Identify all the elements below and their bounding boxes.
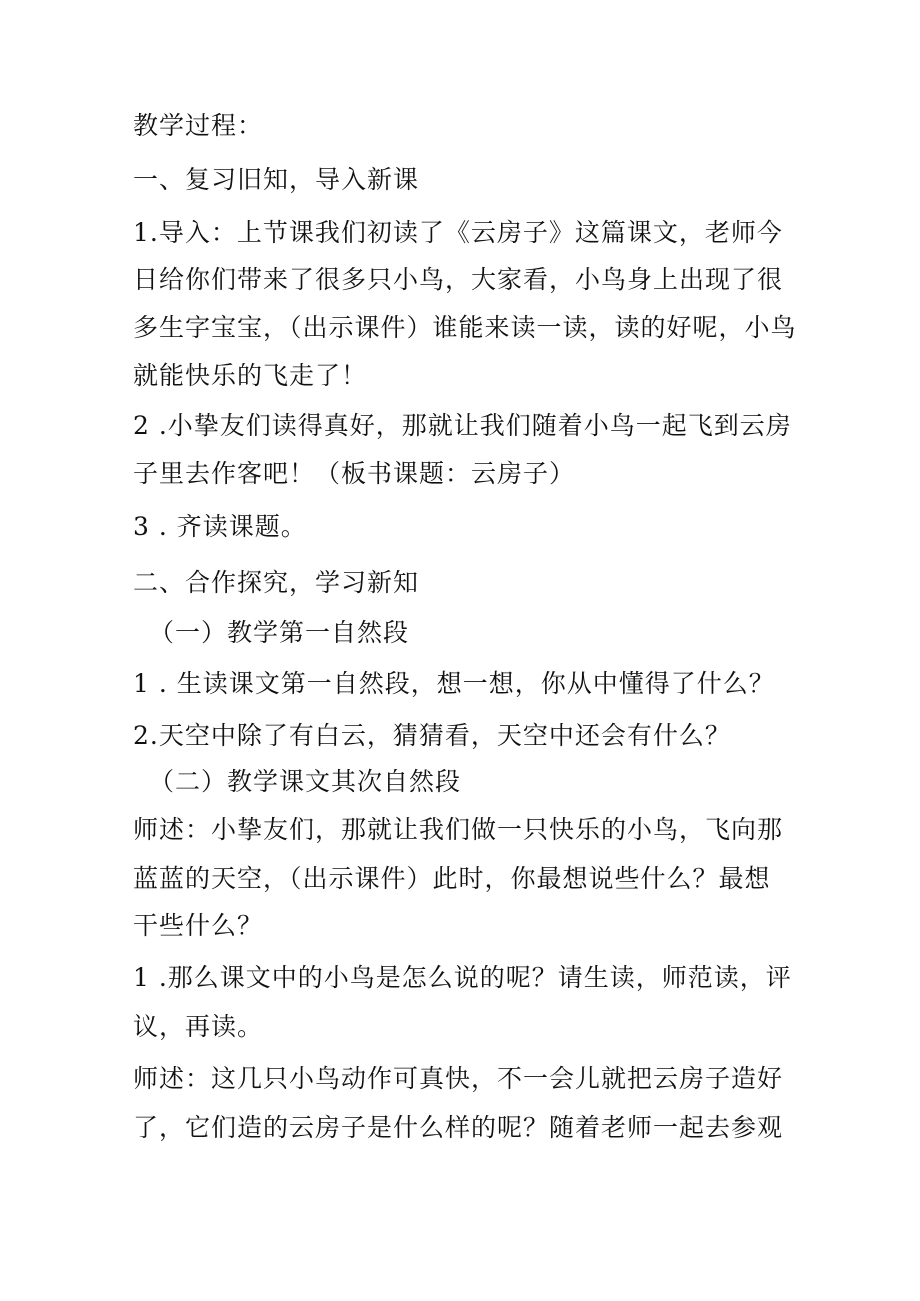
paragraph-line: 干些什么？ <box>133 911 264 940</box>
paragraph-line: 了，它们造的云房子是什么样的呢？随着老师一起去参观 <box>133 1113 784 1142</box>
subsection-heading-first-paragraph: （一）教学第一自然段 <box>149 618 410 647</box>
paragraph-line: 3 . 齐读课题。 <box>133 512 307 541</box>
paragraph-line: 1.导入：上节课我们初读了《云房子》这篇课文，老师今 <box>133 218 783 247</box>
paragraph-line: 1 . 生读课文第一自然段，想一想，你从中懂得了什么？ <box>133 669 775 698</box>
paragraph-line: 就能快乐的飞走了！ <box>133 361 368 390</box>
paragraph-line: 师述：小挚友们，那就让我们做一只快乐的小鸟，飞向那 <box>133 815 784 844</box>
paragraph-line: 多生字宝宝，（出示课件）谁能来读一读，读的好呢，小鸟 <box>133 313 797 342</box>
paragraph-line: 师述：这几只小鸟动作可真快，不一会儿就把云房子造好 <box>133 1064 784 1093</box>
subsection-heading-second-paragraph: （二）教学课文其次自然段 <box>149 767 462 796</box>
section-heading-teaching-process: 教学过程： <box>133 111 264 140</box>
paragraph-line: 1 .那么课文中的小鸟是怎么说的呢？请生读，师范读，评 <box>133 963 792 992</box>
paragraph-line: 蓝蓝的天空，（出示课件）此时，你最想说些什么？最想 <box>133 864 771 893</box>
paragraph-line: 日给你们带来了很多只小鸟，大家看，小鸟身上出现了很 <box>133 265 784 294</box>
section-heading-cooperative: 二、合作探究，学习新知 <box>133 568 420 597</box>
section-heading-review: 一、复习旧知，导入新课 <box>133 165 420 194</box>
paragraph-line: 2 .小挚友们读得真好，那就让我们随着小鸟一起飞到云房 <box>133 411 792 440</box>
paragraph-line: 子里去作客吧！（板书课题：云房子） <box>133 459 576 488</box>
paragraph-line: 议，再读。 <box>133 1012 264 1041</box>
paragraph-line: 2.天空中除了有白云，猜猜看，天空中还会有什么？ <box>133 721 731 750</box>
